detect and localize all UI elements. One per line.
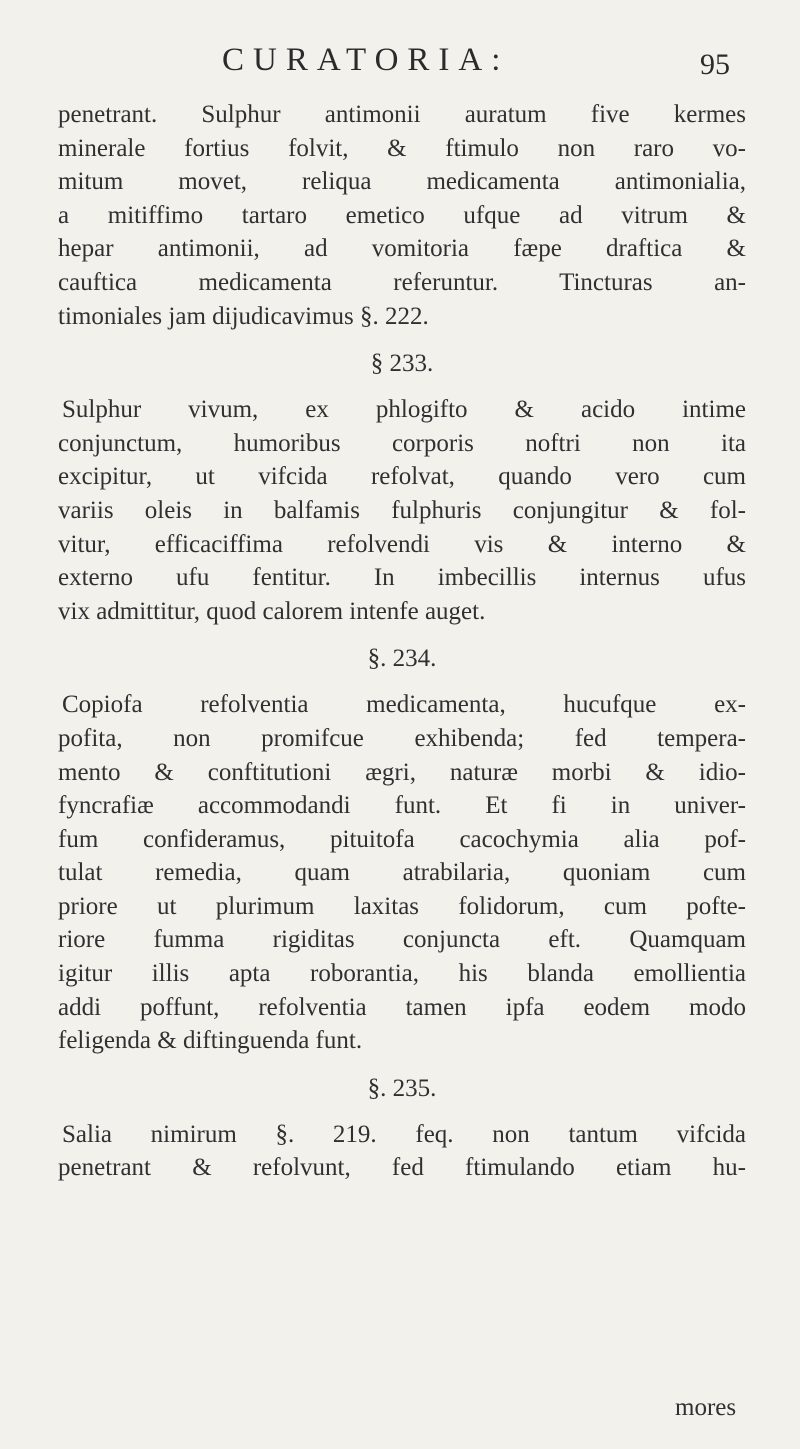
text-line: tulat remedia, quam atrabilaria, quoniam cum <box>58 859 746 887</box>
text-line: feligenda & diftinguenda funt. <box>58 1027 363 1055</box>
body-text <box>58 98 746 1185</box>
text-line: vitur, efficaciffima refolvendi vis & interno & <box>58 530 746 558</box>
text-line: fyncrafiæ accommodandi funt. Et fi in univer- <box>58 792 746 820</box>
page-number: 95 <box>700 48 730 81</box>
text-line: pofita, non promifcue exhibenda; fed tempera- <box>58 724 746 752</box>
text-line: timoniales jam dijudicavimus §. 222. <box>58 302 429 330</box>
text-line: penetrant & refolvunt, fed ftimulando etiam hu- <box>58 1154 746 1182</box>
text-line: variis oleis in balfamis fulphuris conjungitur & fol- <box>58 496 746 524</box>
text-line: riore fumma rigiditas conjuncta eft. Quamquam <box>58 926 746 954</box>
paragraph-section-233 <box>58 393 746 628</box>
text-line: priore ut plurimum laxitas folidorum, cum pofte- <box>58 892 746 920</box>
text-line: excipitur, ut vifcida refolvat, quando vero cum <box>58 463 746 491</box>
paragraph-section-234 <box>58 688 746 1058</box>
text-line: conjunctum, humoribus corporis noftri non ita <box>58 429 746 457</box>
running-head <box>0 36 800 86</box>
text-line: vix admittitur, quod calorem intenfe auget. <box>58 597 486 625</box>
text-line: minerale fortius folvit, & ftimulo non raro vo- <box>58 134 746 162</box>
text-line: penetrant. Sulphur antimonii auratum five kermes <box>58 101 746 128</box>
text-line: Sulphur vivum, ex phlogifto & acido intime <box>62 396 746 424</box>
text-line: externo ufu fentitur. In imbecillis internus ufus <box>58 564 746 592</box>
section-heading: §. 235. <box>367 1074 437 1102</box>
paragraph-section-235 <box>58 1118 746 1185</box>
text-line: cauftica medicamenta referuntur. Tincturas an- <box>58 268 746 296</box>
catchword: mores <box>675 1394 737 1421</box>
text-line: Salia nimirum §. 219. feq. non tantum vifcida <box>62 1120 746 1148</box>
text-line: addi poffunt, refolventia tamen ipfa eodem modo <box>58 993 746 1021</box>
text-line: a mitiffimo tartaro emetico ufque ad vitrum & <box>58 201 746 229</box>
paragraph-continued <box>58 98 746 333</box>
section-heading: §. 234. <box>367 645 437 673</box>
text-line: fum confideramus, pituitofa cacochymia alia pof- <box>58 825 746 853</box>
text-line: mento & conftitutioni ægri, naturæ morbi & idio- <box>58 758 746 786</box>
section-heading: § 233. <box>370 350 434 378</box>
text-line: igitur illis apta roborantia, his blanda emollientia <box>58 960 746 988</box>
running-title: CURATORIA: <box>222 42 510 78</box>
text-line: Copiofa refolventia medicamenta, hucufque ex- <box>62 691 746 719</box>
text-line: mitum movet, reliqua medicamenta antimonialia, <box>58 168 746 196</box>
text-line: hepar antimonii, ad vomitoria fæpe draftica & <box>58 235 746 263</box>
